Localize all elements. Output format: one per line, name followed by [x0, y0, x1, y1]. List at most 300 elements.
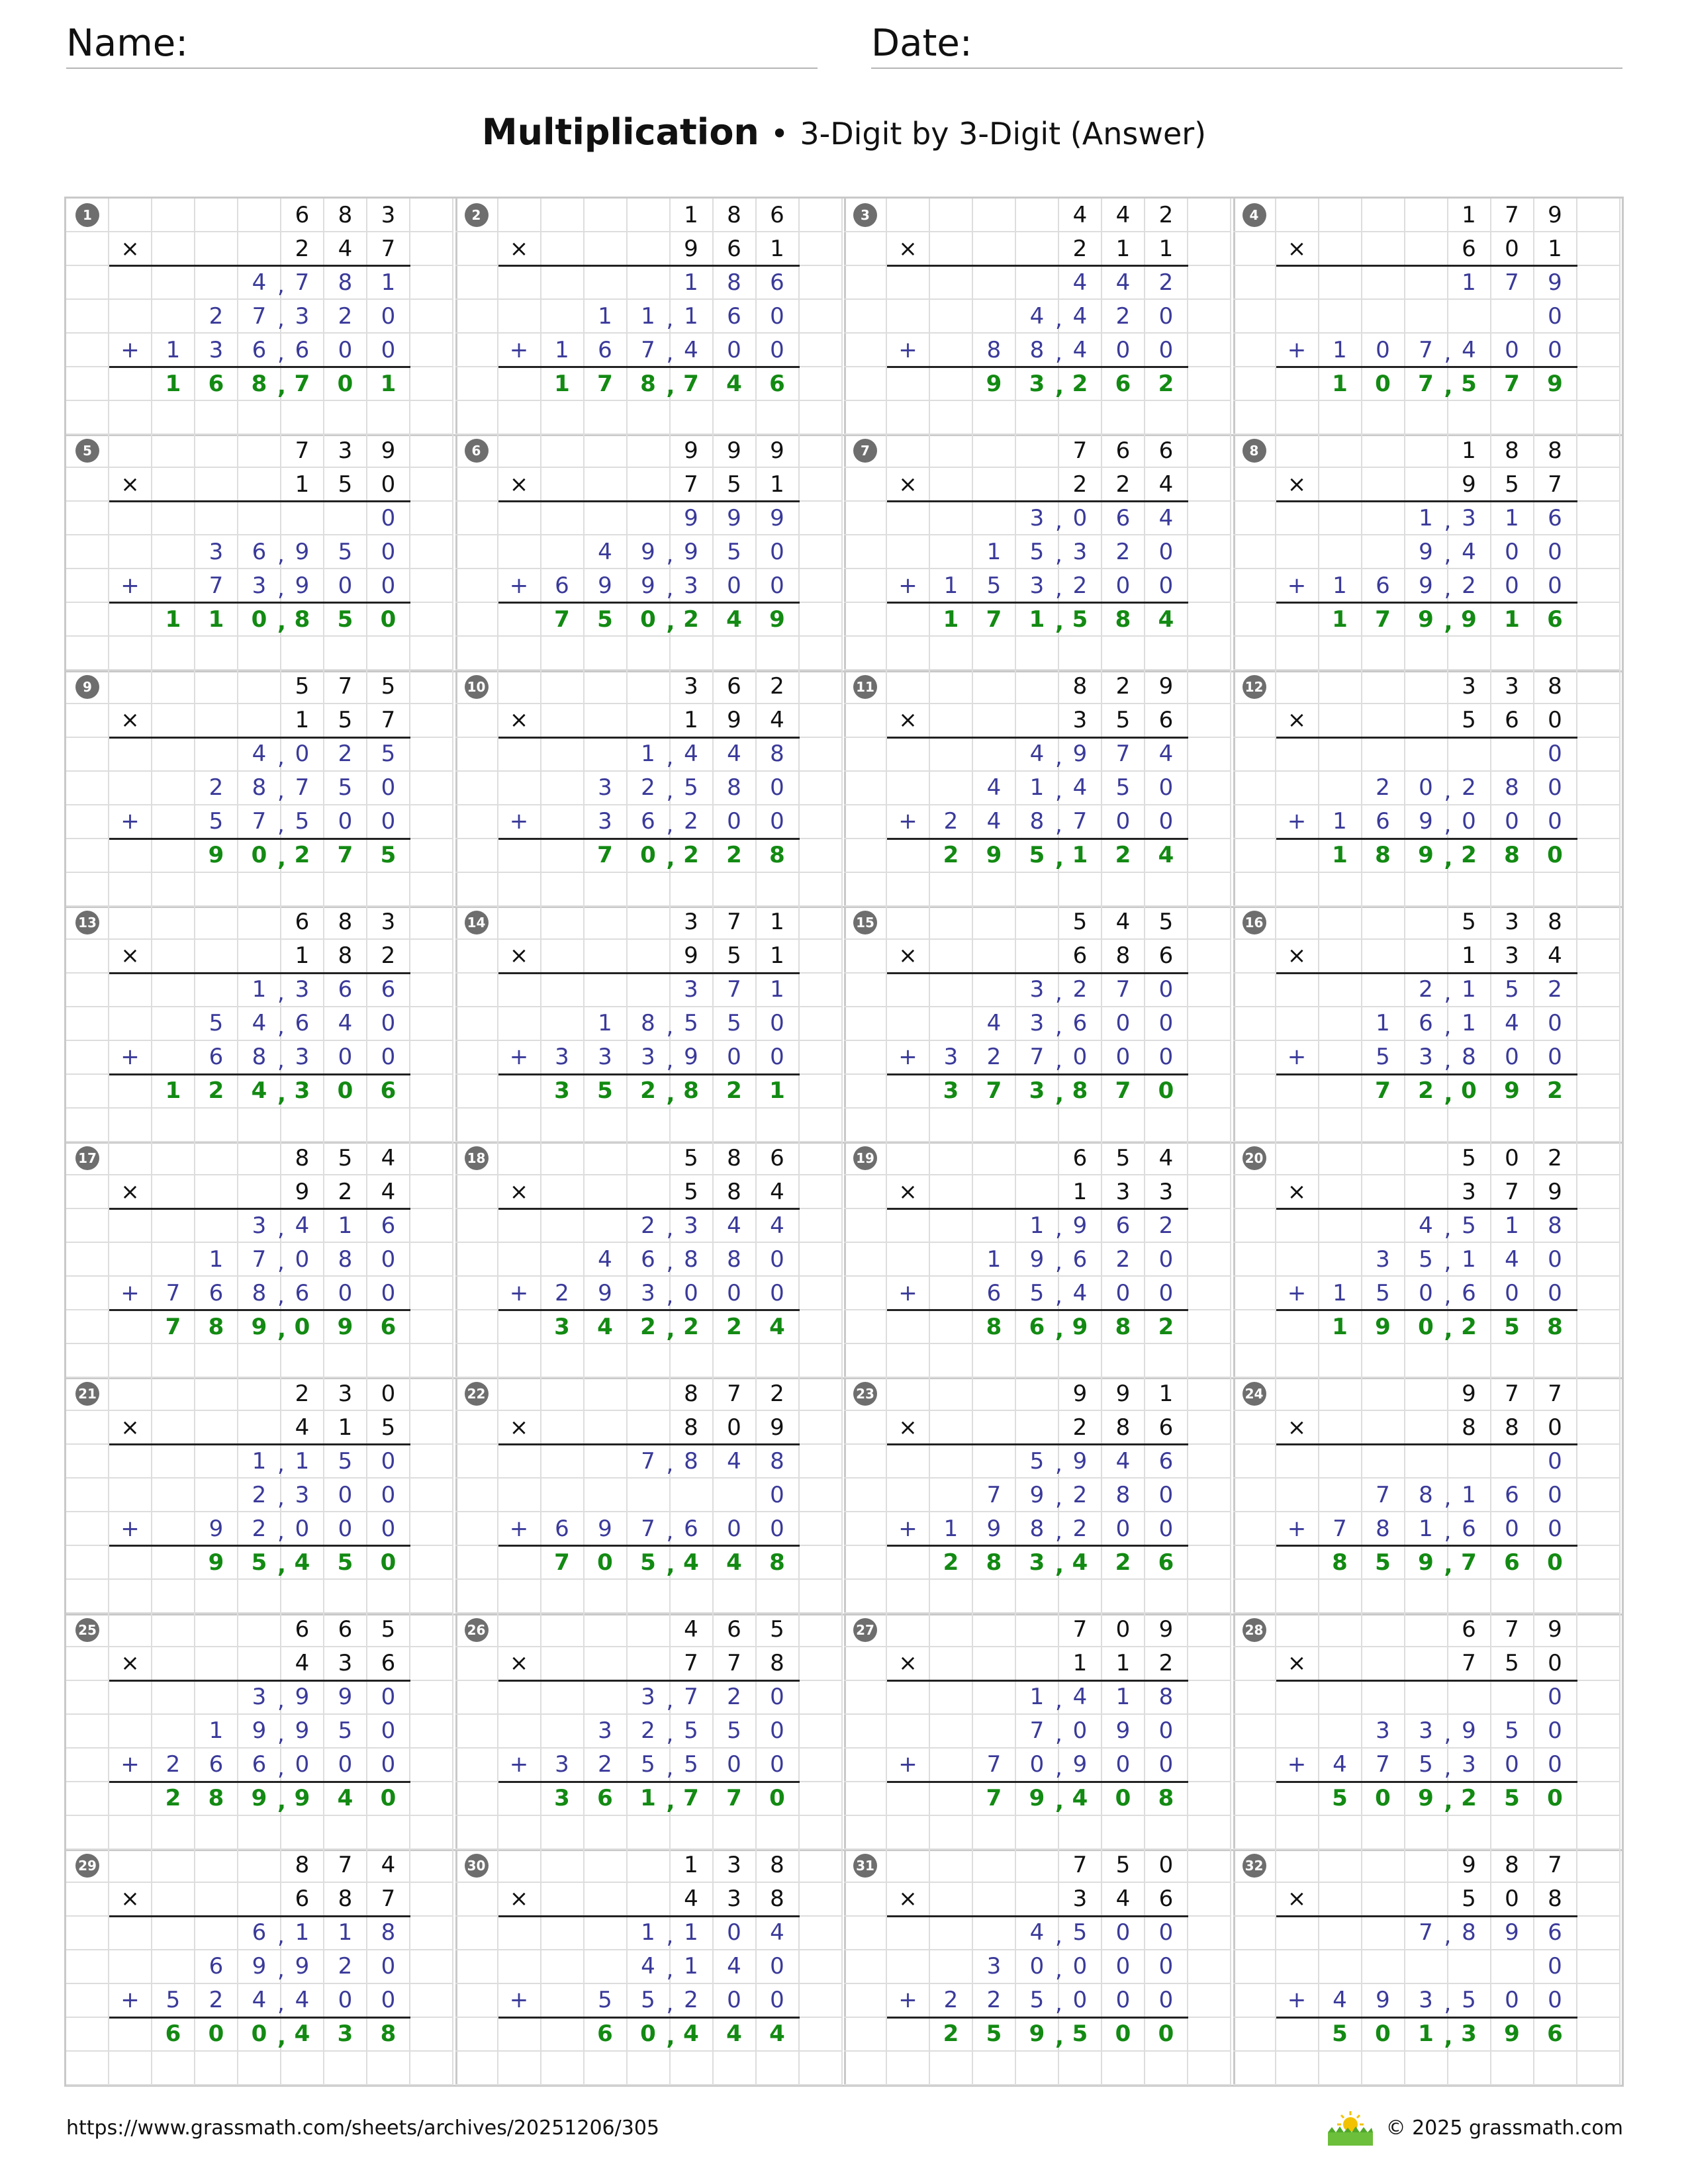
- thousands-comma: ,: [1444, 1989, 1452, 2017]
- multiplicand-digit: 8: [1534, 670, 1577, 704]
- answer-digit: 5: [1491, 1310, 1534, 1344]
- grid-cell: [498, 266, 541, 300]
- grid-cell: [498, 906, 541, 940]
- multiplicand-digit: 5: [1448, 1142, 1491, 1175]
- grid-cell: [1577, 569, 1620, 603]
- grid-cell: [1577, 199, 1620, 232]
- partial-product-digit: 4: [324, 1007, 367, 1041]
- grid-cell: [455, 300, 498, 334]
- multiplicand-digit: 2: [757, 1377, 800, 1411]
- answer-digit: 8: [1362, 839, 1405, 873]
- multiply-symbol: ×: [887, 468, 930, 502]
- partial-product-digit: 1: [628, 1917, 671, 1950]
- grid-cell: [671, 1479, 714, 1512]
- grid-cell: [66, 1715, 109, 1749]
- grid-cell: [1405, 232, 1448, 266]
- grid-cell: [152, 232, 195, 266]
- grid-cell: [800, 1175, 843, 1209]
- grid-cell: [541, 1950, 585, 1984]
- name-field[interactable]: [66, 20, 818, 69]
- partial-product-digit: 0: [714, 1041, 757, 1075]
- answer-digit: 7: [281, 367, 324, 401]
- thousands-comma: ,: [1444, 373, 1453, 400]
- grid-cell: [455, 1715, 498, 1749]
- grid-cell: [1276, 434, 1319, 468]
- grid-cell: [1016, 2052, 1059, 2085]
- multiply-symbol: ×: [887, 1883, 930, 1917]
- grid-cell: [238, 199, 281, 232]
- partial-product-digit: 0: [324, 805, 367, 839]
- grid-cell: [1276, 401, 1319, 435]
- answer-digit: 5: [585, 1075, 628, 1109]
- grid-cell: [541, 1647, 585, 1681]
- grid-cell: [1188, 367, 1231, 401]
- partial-product-digit: 4: [1016, 738, 1059, 772]
- answer-digit: 0: [1145, 2018, 1188, 2052]
- grid-cell: [714, 1344, 757, 1378]
- multiply-rule: [887, 1208, 1188, 1210]
- grid-cell: [1362, 401, 1405, 435]
- grid-cell: [887, 637, 930, 670]
- multiplicand-digit: 3: [1491, 906, 1534, 940]
- partial-product-digit: 8: [238, 772, 281, 805]
- grid-cell: [973, 1580, 1016, 1614]
- grid-cell: [281, 1109, 324, 1142]
- partial-product-digit: 1: [195, 1715, 238, 1749]
- partial-product-digit: 2: [628, 1209, 671, 1243]
- grid-cell: [1577, 805, 1620, 839]
- grid-cell: [1233, 1883, 1276, 1917]
- grid-cell: [1188, 266, 1231, 300]
- grid-cell: [714, 401, 757, 435]
- grid-cell: [238, 1883, 281, 1917]
- footer-copyright: © 2025 grassmath.com: [1385, 2116, 1623, 2140]
- multiplicand-digit: 7: [714, 906, 757, 940]
- grid-cell: [585, 940, 628, 974]
- partial-product-digit: 9: [585, 1512, 628, 1546]
- multiply-symbol: ×: [1276, 940, 1319, 974]
- grid-cell: [1534, 1109, 1577, 1142]
- partial-product-digit: 0: [367, 1950, 410, 1984]
- answer-digit: 5: [1491, 1782, 1534, 1816]
- grid-cell: [1362, 670, 1405, 704]
- grid-cell: [498, 1445, 541, 1479]
- multiplier-digit: 1: [1448, 940, 1491, 974]
- grid-cell: [1016, 266, 1059, 300]
- grid-cell: [455, 839, 498, 873]
- answer-digit: 6: [1016, 1310, 1059, 1344]
- sum-rule: [887, 1073, 1188, 1075]
- grid-cell: [1491, 2052, 1534, 2085]
- partial-product-digit: 4: [1059, 266, 1102, 300]
- thousands-comma: ,: [666, 1754, 674, 1781]
- grid-cell: [1362, 1681, 1405, 1715]
- answer-digit: 4: [671, 1546, 714, 1580]
- grid-cell: [1188, 1377, 1231, 1411]
- partial-product-digit: 5: [1016, 1277, 1059, 1310]
- multiply-symbol: ×: [498, 704, 541, 738]
- grid-cell: [1276, 1816, 1319, 1850]
- partial-product-digit: 0: [1102, 805, 1145, 839]
- multiplicand-digit: 7: [1059, 434, 1102, 468]
- multiplier-digit: 0: [1534, 1647, 1577, 1681]
- answer-digit: 9: [324, 1310, 367, 1344]
- partial-product-digit: 8: [1448, 1917, 1491, 1950]
- grid-cell: [66, 334, 109, 367]
- grid-cell: [1233, 1445, 1276, 1479]
- partial-product-digit: 8: [1448, 1041, 1491, 1075]
- grid-cell: [1188, 1984, 1231, 2018]
- multiplicand-digit: 6: [324, 1614, 367, 1647]
- grid-cell: [1233, 2052, 1276, 2085]
- grid-cell: [66, 2052, 109, 2085]
- grid-cell: [541, 232, 585, 266]
- partial-product-digit: 3: [1405, 1984, 1448, 2018]
- grid-cell: [1233, 738, 1276, 772]
- grid-cell: [973, 738, 1016, 772]
- grid-cell: [628, 974, 671, 1007]
- multiply-symbol: ×: [1276, 1175, 1319, 1209]
- grid-cell: [1059, 873, 1102, 907]
- grid-cell: [1233, 1917, 1276, 1950]
- grid-cell: [1577, 940, 1620, 974]
- grid-cell: [1577, 1917, 1620, 1950]
- multiplier-digit: 1: [281, 468, 324, 502]
- sum-rule: [887, 1309, 1188, 1311]
- grid-cell: [1405, 1377, 1448, 1411]
- grid-cell: [498, 401, 541, 435]
- grid-cell: [410, 1917, 453, 1950]
- grid-cell: [930, 1445, 973, 1479]
- grid-cell: [455, 1277, 498, 1310]
- grid-cell: [541, 468, 585, 502]
- grid-cell: [1188, 839, 1231, 873]
- partial-product-digit: 0: [1102, 569, 1145, 603]
- grid-cell: [455, 738, 498, 772]
- grid-cell: [973, 974, 1016, 1007]
- grid-cell: [455, 1883, 498, 1917]
- grid-cell: [1577, 367, 1620, 401]
- grid-cell: [195, 1647, 238, 1681]
- problem-number-badge: 15: [853, 911, 877, 934]
- grid-cell: [1276, 873, 1319, 907]
- answer-digit: 5: [324, 603, 367, 637]
- grid-cell: [930, 1344, 973, 1378]
- multiplier-digit: 6: [367, 1647, 410, 1681]
- grid-cell: [410, 1681, 453, 1715]
- partial-product-digit: 0: [367, 772, 410, 805]
- grid-cell: [1362, 1445, 1405, 1479]
- multiplicand-digit: 0: [1145, 1849, 1188, 1883]
- answer-digit: 9: [238, 1310, 281, 1344]
- grid-cell: [410, 1512, 453, 1546]
- grid-cell: [1362, 434, 1405, 468]
- partial-product-digit: 0: [367, 300, 410, 334]
- multiplicand-digit: 1: [671, 199, 714, 232]
- grid-cell: [455, 1681, 498, 1715]
- grid-cell: [844, 2052, 887, 2085]
- grid-cell: [628, 1614, 671, 1647]
- grid-cell: [1233, 805, 1276, 839]
- multiplier-digit: 8: [1102, 1411, 1145, 1445]
- grid-cell: [1577, 300, 1620, 334]
- partial-product-digit: 0: [757, 334, 800, 367]
- partial-product-digit: 0: [757, 569, 800, 603]
- grid-cell: [800, 1041, 843, 1075]
- grid-cell: [887, 1580, 930, 1614]
- grid-cell: [1405, 300, 1448, 334]
- grid-cell: [887, 1849, 930, 1883]
- partial-product-digit: 0: [1534, 1277, 1577, 1310]
- multiply-rule: [498, 265, 800, 267]
- grid-cell: [1145, 873, 1188, 907]
- grid-cell: [541, 772, 585, 805]
- grid-cell: [844, 1041, 887, 1075]
- answer-digit: 7: [1362, 603, 1405, 637]
- thousands-comma: ,: [277, 1686, 285, 1713]
- grid-cell: [109, 2052, 152, 2085]
- multiplicand-digit: 5: [367, 670, 410, 704]
- thousands-comma: ,: [1444, 1788, 1453, 1815]
- grid-cell: [930, 1749, 973, 1782]
- grid-cell: [1405, 1580, 1448, 1614]
- grid-cell: [628, 266, 671, 300]
- grid-cell: [324, 502, 367, 535]
- grid-cell: [498, 738, 541, 772]
- grid-cell: [973, 704, 1016, 738]
- grid-cell: [1577, 1243, 1620, 1277]
- multiplier-digit: 1: [1145, 232, 1188, 266]
- partial-product-digit: 7: [628, 1445, 671, 1479]
- partial-product-digit: 6: [238, 334, 281, 367]
- partial-product-digit: 6: [1059, 1243, 1102, 1277]
- answer-digit: 9: [238, 1782, 281, 1816]
- answer-digit: 7: [1491, 367, 1534, 401]
- grid-cell: [281, 401, 324, 435]
- grid-cell: [844, 401, 887, 435]
- grid-cell: [195, 232, 238, 266]
- grid-cell: [238, 468, 281, 502]
- partial-product-digit: 3: [238, 1681, 281, 1715]
- grid-cell: [1534, 401, 1577, 435]
- grid-cell: [455, 637, 498, 670]
- multiplier-digit: 6: [1448, 232, 1491, 266]
- grid-cell: [498, 1950, 541, 1984]
- grid-cell: [930, 1681, 973, 1715]
- sum-rule: [1276, 366, 1577, 368]
- partial-product-digit: 5: [195, 1007, 238, 1041]
- grid-cell: [930, 1580, 973, 1614]
- multiplicand-digit: 3: [714, 1849, 757, 1883]
- grid-cell: [800, 940, 843, 974]
- grid-cell: [1319, 1479, 1362, 1512]
- grid-cell: [1016, 1647, 1059, 1681]
- answer-digit: 0: [238, 839, 281, 873]
- partial-product-digit: 5: [324, 535, 367, 569]
- grid-cell: [152, 2052, 195, 2085]
- grid-cell: [1188, 535, 1231, 569]
- grid-cell: [455, 1109, 498, 1142]
- partial-product-digit: 2: [1448, 772, 1491, 805]
- partial-product-digit: 6: [1405, 1007, 1448, 1041]
- grid-cell: [628, 1411, 671, 1445]
- partial-product-digit: 1: [367, 266, 410, 300]
- answer-digit: 0: [324, 1075, 367, 1109]
- answer-digit: 0: [367, 603, 410, 637]
- grid-cell: [930, 2052, 973, 2085]
- thousands-comma: ,: [277, 1046, 285, 1073]
- grid-cell: [1319, 1445, 1362, 1479]
- partial-product-digit: 2: [1145, 1209, 1188, 1243]
- grid-cell: [628, 670, 671, 704]
- grid-cell: [1362, 738, 1405, 772]
- grid-cell: [1577, 334, 1620, 367]
- partial-product-digit: 6: [195, 1277, 238, 1310]
- partial-product-digit: 5: [1016, 535, 1059, 569]
- partial-product-digit: 2: [973, 1041, 1016, 1075]
- grid-cell: [498, 434, 541, 468]
- grid-cell: [671, 637, 714, 670]
- footer-url: https://www.grassmath.com/sheets/archives/20251206/305: [66, 2116, 660, 2140]
- grid-cell: [1188, 1411, 1231, 1445]
- partial-product-digit: 4: [1448, 334, 1491, 367]
- thousands-comma: ,: [666, 1552, 675, 1579]
- grid-cell: [930, 1782, 973, 1816]
- partial-product-digit: 5: [1059, 1917, 1102, 1950]
- grid-cell: [541, 401, 585, 435]
- multiplier-digit: 9: [281, 1175, 324, 1209]
- multiply-symbol: ×: [109, 1647, 152, 1681]
- grid-cell: [887, 738, 930, 772]
- multiplier-digit: 8: [671, 1411, 714, 1445]
- partial-product-digit: 4: [714, 1950, 757, 1984]
- grid-cell: [410, 1816, 453, 1850]
- thousands-comma: ,: [666, 340, 674, 366]
- grid-cell: [1102, 637, 1145, 670]
- grid-cell: [1276, 367, 1319, 401]
- grid-cell: [498, 1681, 541, 1715]
- partial-product-digit: 9: [671, 502, 714, 535]
- multiplicand-digit: 3: [324, 1377, 367, 1411]
- grid-cell: [1405, 1344, 1448, 1378]
- grid-cell: [628, 232, 671, 266]
- grid-cell: [152, 1681, 195, 1715]
- grid-cell: [1188, 1041, 1231, 1075]
- grid-cell: [152, 906, 195, 940]
- multiply-symbol: ×: [887, 232, 930, 266]
- grid-cell: [844, 738, 887, 772]
- grid-cell: [1319, 1647, 1362, 1681]
- grid-cell: [498, 1377, 541, 1411]
- grid-cell: [1233, 232, 1276, 266]
- thousands-comma: ,: [277, 1080, 286, 1107]
- grid-cell: [1362, 535, 1405, 569]
- thousands-comma: ,: [1055, 1249, 1062, 1275]
- answer-digit: 7: [671, 1782, 714, 1816]
- sum-rule: [887, 838, 1188, 840]
- date-field[interactable]: [871, 20, 1622, 69]
- grid-cell: [455, 1479, 498, 1512]
- sum-rule: [498, 366, 800, 368]
- partial-product-digit: 0: [1145, 805, 1188, 839]
- grid-cell: [1362, 468, 1405, 502]
- grid-cell: [1534, 873, 1577, 907]
- grid-cell: [1016, 1614, 1059, 1647]
- grid-cell: [800, 1479, 843, 1512]
- grid-cell: [66, 637, 109, 670]
- partial-product-digit: 9: [1016, 1243, 1059, 1277]
- partial-product-digit: 4: [973, 772, 1016, 805]
- answer-digit: 1: [757, 1075, 800, 1109]
- multiplicand-digit: 6: [714, 1614, 757, 1647]
- grid-cell: [1577, 1883, 1620, 1917]
- answer-digit: 6: [1534, 603, 1577, 637]
- grid-cell: [1319, 1614, 1362, 1647]
- grid-cell: [109, 502, 152, 535]
- partial-product-digit: 8: [1362, 1512, 1405, 1546]
- grid-cell: [1233, 1546, 1276, 1580]
- answer-digit: 2: [152, 1782, 195, 1816]
- grid-cell: [410, 839, 453, 873]
- multiply-rule: [1276, 737, 1577, 739]
- grid-cell: [973, 1109, 1016, 1142]
- thousands-comma: ,: [666, 1989, 674, 2017]
- grid-cell: [109, 401, 152, 435]
- partial-product-digit: 8: [324, 266, 367, 300]
- grid-cell: [1188, 1580, 1231, 1614]
- multiply-symbol: ×: [109, 1883, 152, 1917]
- partial-product-digit: 0: [1145, 334, 1188, 367]
- answer-digit: 0: [238, 2018, 281, 2052]
- partial-product-digit: 2: [1102, 300, 1145, 334]
- grid-cell: [1233, 1681, 1276, 1715]
- grid-cell: [66, 1512, 109, 1546]
- partial-product-digit: 3: [1016, 974, 1059, 1007]
- grid-cell: [585, 1175, 628, 1209]
- partial-product-digit: 2: [1059, 569, 1102, 603]
- grid-cell: [628, 1109, 671, 1142]
- grid-cell: [498, 1614, 541, 1647]
- answer-digit: 1: [1319, 839, 1362, 873]
- grid-cell: [1276, 974, 1319, 1007]
- thousands-comma: ,: [277, 1518, 285, 1545]
- grid-cell: [585, 974, 628, 1007]
- grid-cell: [498, 1479, 541, 1512]
- answer-digit: 1: [1319, 367, 1362, 401]
- partial-product-digit: 0: [367, 805, 410, 839]
- multiplicand-digit: 2: [281, 1377, 324, 1411]
- grid-cell: [585, 1883, 628, 1917]
- grid-cell: [844, 569, 887, 603]
- answer-digit: 0: [324, 367, 367, 401]
- partial-product-digit: 2: [324, 1950, 367, 1984]
- grid-cell: [1448, 1344, 1491, 1378]
- multiply-rule: [109, 1443, 410, 1445]
- grid-cell: [1276, 2018, 1319, 2052]
- grid-cell: [1233, 1411, 1276, 1445]
- answer-digit: 9: [973, 839, 1016, 873]
- partial-product-digit: 5: [1362, 1277, 1405, 1310]
- grid-cell: [410, 1277, 453, 1310]
- answer-digit: 3: [541, 1075, 585, 1109]
- answer-digit: 5: [238, 1546, 281, 1580]
- answer-digit: 4: [671, 2018, 714, 2052]
- problem-number-badge: 23: [853, 1382, 877, 1406]
- grid-cell: [1016, 940, 1059, 974]
- grid-cell: [1276, 1377, 1319, 1411]
- multiplier-digit: 4: [281, 1411, 324, 1445]
- grid-cell: [1233, 569, 1276, 603]
